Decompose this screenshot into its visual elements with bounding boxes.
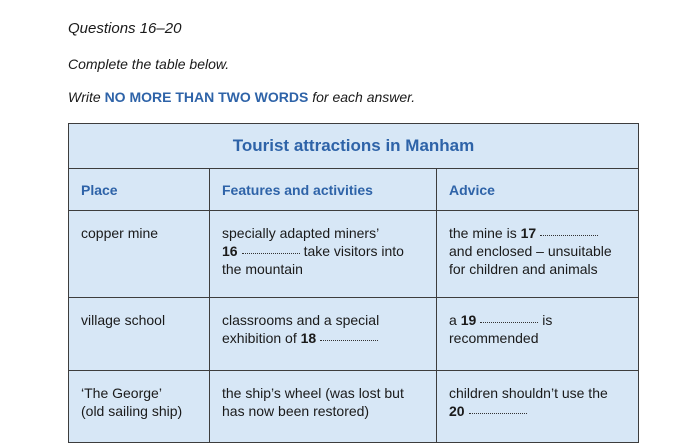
instruction-word-limit: [68, 89, 415, 105]
advice-text: a: [449, 312, 457, 328]
features-cell: [210, 371, 437, 443]
answer-blank-19[interactable]: [480, 321, 538, 323]
table-title: Tourist attractions in Manham: [69, 124, 639, 169]
column-header-advice: Advice: [437, 169, 639, 211]
place-cell: [69, 371, 210, 443]
question-number-16: 16: [222, 243, 238, 259]
question-number-20: 20: [449, 403, 465, 419]
advice-cell: [437, 298, 639, 371]
features-text: classrooms and a special: [222, 312, 380, 328]
answer-blank-20[interactable]: [469, 412, 527, 414]
advice-text: for children and animals: [449, 261, 598, 277]
answer-blank-16[interactable]: [242, 252, 300, 254]
answer-blank-17[interactable]: [540, 234, 598, 236]
question-number-19: 19: [460, 312, 477, 328]
features-gap-line: [222, 242, 424, 260]
advice-text: recommended: [449, 330, 539, 346]
features-cell: [210, 211, 437, 298]
advice-cell: [437, 371, 639, 443]
advice-cell: [437, 211, 639, 298]
advice-text: and enclosed – unsuitable: [449, 243, 612, 259]
question-number-17: 17: [520, 225, 537, 241]
column-header-features: Features and activities: [210, 169, 437, 211]
table-row: [69, 371, 639, 443]
features-text: take visitors into: [303, 243, 404, 259]
features-text: the mountain: [222, 261, 303, 277]
questions-heading: Questions 16–20: [68, 20, 182, 37]
advice-gap-line: [449, 224, 626, 242]
column-header-place: Place: [69, 169, 210, 211]
instruction-prefix: Write: [68, 89, 101, 105]
advice-text: the mine is: [449, 225, 517, 241]
question-number-18: 18: [300, 330, 317, 346]
advice-gap-line: [449, 311, 626, 329]
answer-blank-18[interactable]: [320, 339, 378, 341]
instruction-suffix: for each answer.: [312, 89, 416, 105]
advice-text: children shouldn’t use the: [449, 385, 608, 401]
instruction-complete-table: Complete the table below.: [68, 56, 230, 72]
features-gap-line: [222, 329, 424, 347]
place-cell: [69, 298, 210, 371]
place-text: village school: [81, 312, 166, 328]
place-text: ‘The George’: [81, 385, 162, 401]
place-text: (old sailing ship): [81, 403, 183, 419]
table-row: [69, 211, 639, 298]
features-text: has now been restored): [222, 403, 370, 419]
place-cell: [69, 211, 210, 298]
advice-text: is: [542, 312, 553, 328]
place-text: copper mine: [81, 225, 159, 241]
advice-gap-line: [449, 402, 626, 420]
features-text: exhibition of: [222, 330, 297, 346]
features-text: the ship’s wheel (was lost but: [222, 385, 404, 401]
tourist-attractions-table: [68, 123, 639, 443]
word-limit-emphasis: NO MORE THAN TWO WORDS: [104, 89, 309, 105]
table-row: [69, 298, 639, 371]
features-text: specially adapted miners’: [222, 225, 380, 241]
features-cell: [210, 298, 437, 371]
